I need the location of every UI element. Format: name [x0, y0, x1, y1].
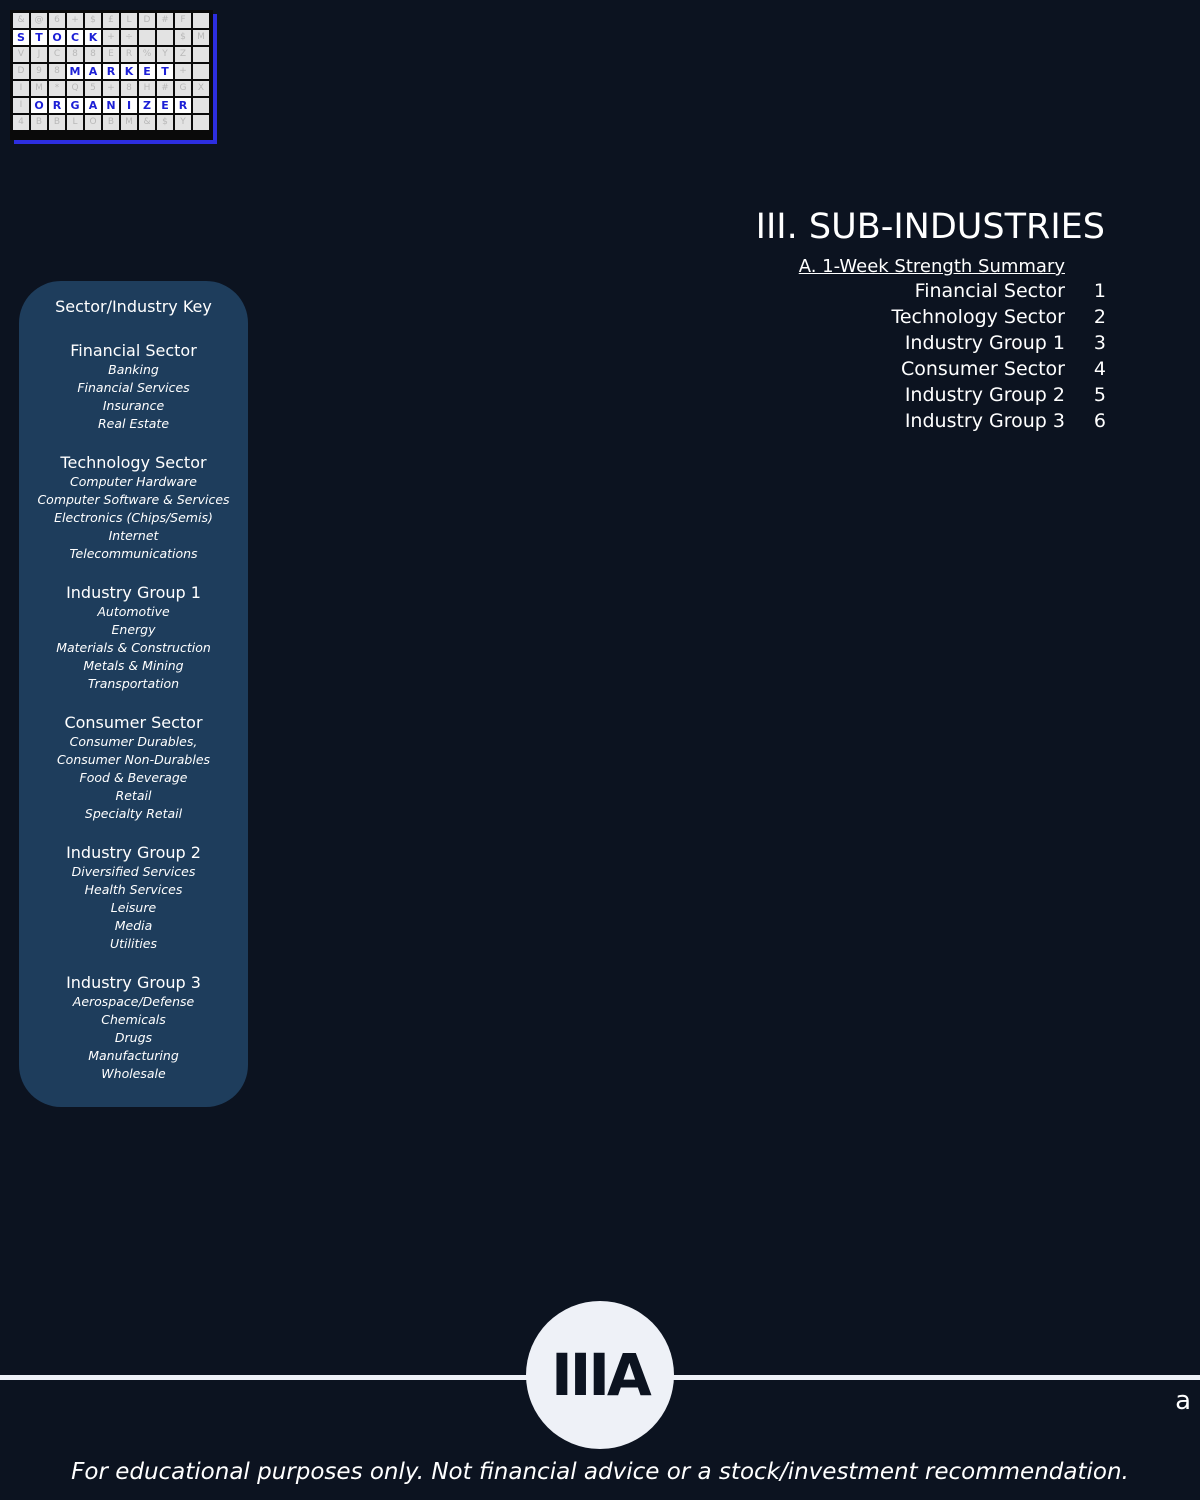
key-group-item: Transportation — [87, 676, 180, 691]
logo-letter-cell: F — [175, 13, 191, 28]
toc-entry[interactable] — [891, 358, 1106, 384]
logo-letter-cell — [193, 47, 209, 62]
logo-letter-cell: $ — [175, 30, 191, 45]
key-group-item: Computer Software & Services — [37, 492, 230, 507]
key-group-item: Metals & Mining — [83, 658, 184, 673]
logo-letter-cell: B — [103, 115, 119, 130]
key-group-item: Consumer Non-Durables — [56, 752, 211, 767]
key-group-item: Energy — [111, 622, 156, 637]
toc-entry[interactable] — [891, 332, 1106, 358]
key-group-item: Drugs — [114, 1030, 153, 1045]
logo-letter-cell: % — [139, 47, 155, 62]
key-group-item: Electronics (Chips/Semis) — [54, 510, 213, 525]
logo-letter-cell: & — [139, 115, 155, 130]
key-group-name: Technology Sector — [60, 453, 207, 472]
logo-letter-cell: D — [139, 13, 155, 28]
logo-letter-cell: M — [67, 64, 83, 79]
logo-letter-cell: R — [103, 64, 119, 79]
logo-letter-cell: I — [121, 98, 137, 113]
toc-entry-label: Industry Group 3 — [904, 410, 1065, 432]
key-group-item: Internet — [108, 528, 159, 543]
logo-letter-cell — [193, 115, 209, 130]
toc-entry-page-number: 2 — [1093, 306, 1106, 328]
logo-letter-cell: K — [85, 30, 101, 45]
toc-entry-label: Financial Sector — [914, 280, 1065, 302]
key-group-item: Health Services — [84, 882, 183, 897]
logo-letter-cell: N — [103, 98, 119, 113]
sector-industry-key-panel — [19, 281, 248, 1107]
key-group-item: Banking — [108, 362, 159, 377]
key-group-item: Leisure — [110, 900, 157, 915]
key-group-name: Industry Group 1 — [66, 583, 201, 602]
logo-letter-cell: + — [103, 81, 119, 96]
logo-letter-cell: £ — [103, 13, 119, 28]
subsection-title-link[interactable]: A. 1-Week Strength Summary — [798, 256, 1065, 277]
disclaimer: For educational purposes only. Not financial advice or a stock/investment recommendation. — [71, 1459, 1129, 1485]
toc-entry-label: Industry Group 1 — [904, 332, 1065, 354]
logo-letter-cell: E — [157, 98, 173, 113]
logo-letter-cell: B — [31, 115, 47, 130]
key-group-item: Aerospace/Defense — [72, 994, 195, 1009]
logo-letter-cell: G — [175, 81, 191, 96]
logo-letter-cell: K — [121, 64, 137, 79]
logo-letter-cell: $ — [157, 115, 173, 130]
section-title: III. SUB-INDUSTRIES — [755, 207, 1105, 247]
logo-letter-cell — [139, 30, 155, 45]
key-group-item: Wholesale — [101, 1066, 166, 1081]
logo-letter-cell: * — [49, 81, 65, 96]
key-group-item: Real Estate — [97, 416, 170, 431]
table-of-contents — [891, 280, 1106, 436]
key-group-item: Financial Services — [77, 380, 190, 395]
key-group-name: Industry Group 3 — [66, 973, 201, 992]
logo-letter-cell: Q — [67, 81, 83, 96]
logo-letter-cell: R — [49, 98, 65, 113]
toc-entry-page-number: 3 — [1093, 332, 1106, 354]
key-group — [19, 843, 248, 953]
key-group-item: Computer Hardware — [70, 474, 197, 489]
toc-entry[interactable] — [891, 280, 1106, 306]
key-group-item: Diversified Services — [71, 864, 196, 879]
logo-letter-cell: # — [157, 81, 173, 96]
key-group-item: Media — [114, 918, 153, 933]
logo-letter-cell: V — [13, 47, 29, 62]
toc-entry-page-number: 6 — [1093, 410, 1106, 432]
logo-letter-cell: E — [103, 47, 119, 62]
key-group — [19, 713, 248, 823]
logo-letter-cell: I — [13, 81, 29, 96]
key-group-item: Telecommunications — [69, 546, 198, 561]
logo-letter-cell: $ — [85, 13, 101, 28]
key-group-item: Specialty Retail — [84, 806, 183, 821]
key-group-item: Food & Beverage — [79, 770, 188, 785]
key-group-name: Industry Group 2 — [66, 843, 201, 862]
logo-letter-cell — [193, 64, 209, 79]
logo-letter-cell — [193, 98, 209, 113]
logo-letter-cell: 4 — [13, 115, 29, 130]
logo-letter-cell: M — [121, 115, 137, 130]
toc-entry-page-number: 5 — [1093, 384, 1106, 406]
logo-letter-cell: @ — [31, 13, 47, 28]
toc-entry-label: Consumer Sector — [900, 358, 1065, 380]
key-group-item: Consumer Durables, — [69, 734, 198, 749]
logo-letter-cell: + — [175, 64, 191, 79]
logo-letter-cell: C — [67, 30, 83, 45]
logo-letter-cell: 8 — [121, 81, 137, 96]
toc-entry[interactable] — [891, 384, 1106, 410]
toc-entry-page-number: 1 — [1093, 280, 1106, 302]
logo-letter-cell: T — [157, 64, 173, 79]
toc-entry[interactable] — [891, 410, 1106, 436]
logo-letter-cell: Y — [157, 47, 173, 62]
logo-letter-cell: L — [121, 13, 137, 28]
logo — [10, 10, 217, 144]
key-group-name: Consumer Sector — [64, 713, 203, 732]
logo-letter-cell: + — [103, 30, 119, 45]
logo-letter-cell: # — [157, 13, 173, 28]
key-group-item: Manufacturing — [88, 1048, 179, 1063]
logo-letter-cell: Z — [139, 98, 155, 113]
toc-entry-label: Industry Group 2 — [904, 384, 1065, 406]
logo-letter-cell: T — [31, 30, 47, 45]
logo-letter-cell: 5 — [85, 81, 101, 96]
logo-letter-cell: R — [175, 98, 191, 113]
logo-letter-cell: D — [13, 64, 29, 79]
logo-letter-cell: Y — [175, 115, 191, 130]
logo-letter-cell: Z — [175, 47, 191, 62]
logo-letter-cell — [157, 30, 173, 45]
logo-letter-cell: I — [13, 98, 29, 113]
key-group-name: Financial Sector — [70, 341, 197, 360]
key-groups — [19, 341, 248, 1083]
logo-letter-cell: O — [85, 115, 101, 130]
key-group-item: Automotive — [97, 604, 170, 619]
logo-letter-cell: O — [31, 98, 47, 113]
logo-letter-cell: S — [13, 30, 29, 45]
key-group-item: Insurance — [102, 398, 165, 413]
logo-letter-cell: C — [49, 47, 65, 62]
logo-letter-cell: H — [139, 81, 155, 96]
logo-letter-cell: G — [67, 98, 83, 113]
key-group-item: Chemicals — [101, 1012, 166, 1027]
key-group — [19, 453, 248, 563]
logo-letter-cell: R — [121, 47, 137, 62]
logo-letter-cell: M — [193, 30, 209, 45]
logo-letter-cell: B — [49, 115, 65, 130]
logo-letter-cell: 8 — [49, 64, 65, 79]
logo-board — [10, 10, 213, 140]
key-group-item: Retail — [115, 788, 152, 803]
logo-letter-cell: E — [139, 64, 155, 79]
logo-letter-cell: 9 — [31, 64, 47, 79]
key-group-item: Utilities — [109, 936, 158, 951]
logo-letter-cell: J — [31, 47, 47, 62]
section-badge: IIIA — [526, 1301, 674, 1449]
logo-letter-cell: 8 — [85, 47, 101, 62]
logo-letter-cell: ÷ — [121, 30, 137, 45]
logo-letter-cell: & — [13, 13, 29, 28]
toc-entry-label: Technology Sector — [891, 306, 1065, 328]
key-group — [19, 341, 248, 433]
page-letter: a — [1175, 1386, 1191, 1416]
key-title: Sector/Industry Key — [55, 297, 212, 316]
logo-letter-cell: A — [85, 64, 101, 79]
key-group — [19, 973, 248, 1083]
key-group-item: Materials & Construction — [56, 640, 211, 655]
logo-letter-cell — [193, 13, 209, 28]
toc-entry[interactable] — [891, 306, 1106, 332]
logo-letter-cell: L — [67, 115, 83, 130]
logo-letter-cell: 6 — [49, 13, 65, 28]
toc-entry-page-number: 4 — [1093, 358, 1106, 380]
logo-letter-cell: 8 — [67, 47, 83, 62]
logo-letter-cell: O — [49, 30, 65, 45]
logo-letter-cell: M — [31, 81, 47, 96]
logo-letter-cell: A — [85, 98, 101, 113]
logo-letter-cell: + — [67, 13, 83, 28]
logo-letter-grid — [13, 13, 210, 130]
key-group — [19, 583, 248, 693]
logo-letter-cell: X — [193, 81, 209, 96]
